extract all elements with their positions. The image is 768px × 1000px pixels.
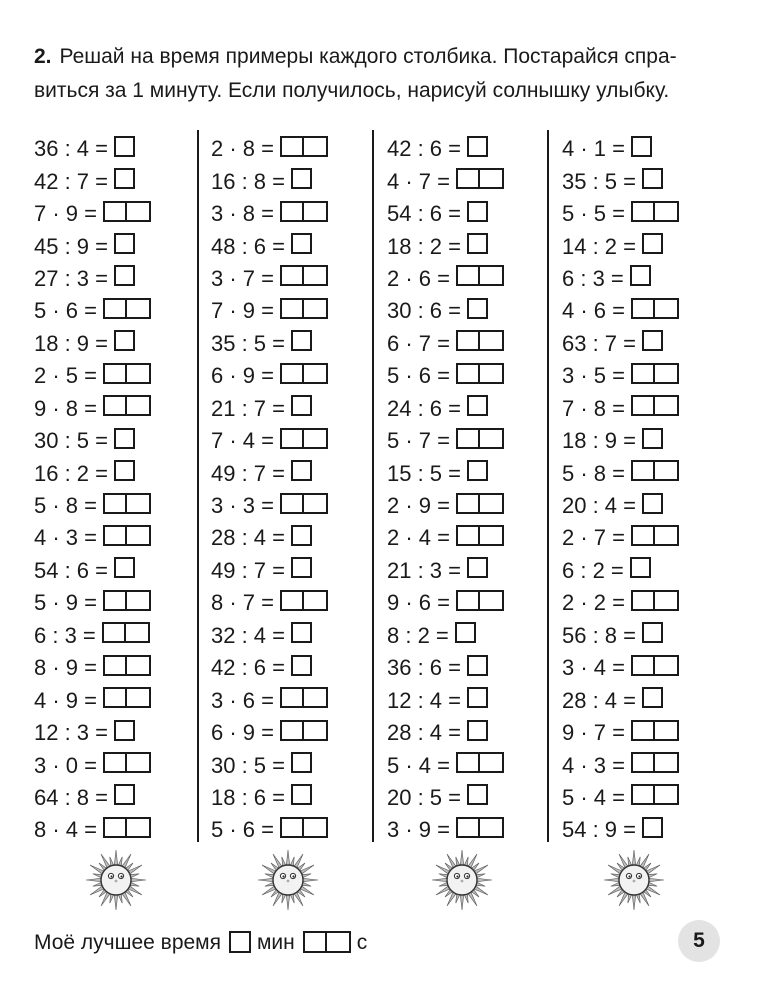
answer-box-one-digit[interactable]: [114, 330, 135, 351]
exercise-row: [34, 230, 151, 262]
minutes-answer-box[interactable]: [229, 931, 251, 953]
answer-box-two-digit[interactable]: [631, 720, 679, 741]
exercise-row: [562, 749, 679, 781]
exercise-column-4: [562, 133, 679, 847]
answer-box-one-digit[interactable]: [291, 460, 312, 481]
answer-box-two-digit[interactable]: [280, 298, 328, 319]
exercise-expression: 6 : 3 =: [562, 265, 624, 291]
exercise-expression: 5 · 8 =: [562, 460, 625, 486]
exercise-row: [387, 360, 504, 392]
exercise-expression: 4 · 6 =: [562, 298, 625, 324]
answer-box-two-digit[interactable]: [280, 363, 328, 384]
exercise-expression: 6 : 3 =: [34, 622, 96, 648]
answer-box-two-digit[interactable]: [103, 395, 151, 416]
exercise-expression: 35 : 5 =: [211, 330, 286, 356]
exercise-expression: 3 · 9 =: [387, 817, 450, 843]
seconds-answer-box[interactable]: [303, 931, 351, 953]
answer-box-one-digit[interactable]: [630, 557, 651, 578]
exercise-row: [562, 198, 679, 230]
answer-box-two-digit[interactable]: [280, 201, 328, 222]
exercise-expression: 42 : 6 =: [211, 655, 286, 681]
exercise-row: [562, 490, 679, 522]
exercise-expression: 16 : 2 =: [34, 460, 109, 486]
exercise-row: [387, 295, 504, 327]
exercise-row: [387, 652, 504, 684]
exercise-expression: 64 : 8 =: [34, 784, 109, 810]
exercise-row: [562, 133, 679, 165]
exercise-row: [387, 133, 504, 165]
exercise-row: [34, 165, 151, 197]
exercise-expression: 6 · 9 =: [211, 363, 274, 389]
answer-box-two-digit[interactable]: [103, 752, 151, 773]
exercise-row: [387, 230, 504, 262]
exercise-row: [211, 814, 328, 846]
exercise-expression: 3 · 3 =: [211, 493, 274, 519]
exercise-expression: 48 : 6 =: [211, 233, 286, 259]
exercise-row: [211, 490, 328, 522]
answer-box-one-digit[interactable]: [114, 136, 135, 157]
answer-box-two-digit[interactable]: [102, 622, 150, 643]
exercise-expression: 5 · 9 =: [34, 590, 97, 616]
answer-box-two-digit[interactable]: [631, 525, 679, 546]
answer-box-one-digit[interactable]: [642, 428, 663, 449]
answer-box-one-digit[interactable]: [291, 622, 312, 643]
exercise-expression: 7 · 9 =: [211, 298, 274, 324]
exercise-row: [34, 814, 151, 846]
answer-box-two-digit[interactable]: [280, 817, 328, 838]
exercise-expression: 6 · 7 =: [387, 330, 450, 356]
exercise-expression: 2 · 5 =: [34, 363, 97, 389]
exercise-row: [387, 555, 504, 587]
exercise-expression: 3 · 7 =: [211, 265, 274, 291]
exercise-row: [34, 555, 151, 587]
exercise-row: [34, 717, 151, 749]
exercise-row: [34, 457, 151, 489]
exercise-row: [211, 684, 328, 716]
exercise-row: [387, 782, 504, 814]
best-time-label: Моё лучшее время: [34, 931, 221, 954]
page-number: 5: [678, 920, 720, 962]
exercise-row: [34, 782, 151, 814]
answer-box-two-digit[interactable]: [631, 460, 679, 481]
exercise-expression: 18 : 9 =: [562, 428, 637, 454]
answer-box-two-digit[interactable]: [103, 655, 151, 676]
exercise-expression: 4 · 1 =: [562, 136, 625, 162]
answer-box-one-digit[interactable]: [291, 752, 312, 773]
exercise-row: [387, 814, 504, 846]
exercise-expression: 9 · 6 =: [387, 590, 450, 616]
exercise-expression: 8 · 4 =: [34, 817, 97, 843]
answer-box-one-digit[interactable]: [467, 298, 488, 319]
answer-box-one-digit[interactable]: [291, 233, 312, 254]
exercise-row: [34, 652, 151, 684]
exercise-row: [211, 198, 328, 230]
answer-box-two-digit[interactable]: [280, 687, 328, 708]
exercise-expression: 56 : 8 =: [562, 622, 637, 648]
exercise-expression: 54 : 9 =: [562, 817, 637, 843]
answer-box-one-digit[interactable]: [642, 622, 663, 643]
exercise-row: [211, 393, 328, 425]
column-divider: [547, 130, 549, 842]
answer-box-one-digit[interactable]: [114, 784, 135, 805]
answer-box-one-digit[interactable]: [631, 136, 652, 157]
answer-box-two-digit[interactable]: [631, 752, 679, 773]
exercise-expression: 28 : 4 =: [562, 687, 637, 713]
answer-box-one-digit[interactable]: [114, 428, 135, 449]
answer-box-two-digit[interactable]: [631, 363, 679, 384]
exercise-row: [387, 263, 504, 295]
answer-box-one-digit[interactable]: [291, 330, 312, 351]
answer-box-one-digit[interactable]: [114, 265, 135, 286]
answer-box-two-digit[interactable]: [103, 687, 151, 708]
exercise-row: [562, 360, 679, 392]
exercise-column-3: [387, 133, 504, 847]
exercise-expression: 4 · 3 =: [34, 525, 97, 551]
exercise-row: [211, 165, 328, 197]
exercise-expression: 5 · 6 =: [34, 298, 97, 324]
exercise-expression: 18 : 6 =: [211, 784, 286, 810]
answer-box-two-digit[interactable]: [631, 784, 679, 805]
exercise-row: [211, 717, 328, 749]
exercise-row: [387, 717, 504, 749]
task-number: 2.: [34, 45, 52, 68]
answer-box-two-digit[interactable]: [103, 817, 151, 838]
answer-box-one-digit[interactable]: [467, 557, 488, 578]
answer-box-one-digit[interactable]: [630, 265, 651, 286]
exercise-expression: 45 : 9 =: [34, 233, 109, 259]
exercise-expression: 5 · 7 =: [387, 428, 450, 454]
sun-with-face-icon[interactable]: [84, 848, 148, 912]
answer-box-one-digit[interactable]: [455, 622, 476, 643]
exercise-expression: 21 : 3 =: [387, 557, 462, 583]
answer-box-one-digit[interactable]: [642, 168, 663, 189]
exercise-row: [562, 782, 679, 814]
exercise-row: [562, 620, 679, 652]
exercise-expression: 8 : 2 =: [387, 622, 449, 648]
exercise-expression: 12 : 4 =: [387, 687, 462, 713]
answer-box-two-digit[interactable]: [456, 428, 504, 449]
exercise-row: [211, 555, 328, 587]
exercise-expression: 30 : 5 =: [211, 752, 286, 778]
answer-box-one-digit[interactable]: [291, 168, 312, 189]
exercise-row: [387, 328, 504, 360]
exercise-row: [387, 620, 504, 652]
exercise-row: [562, 393, 679, 425]
exercise-expression: 7 · 4 =: [211, 428, 274, 454]
exercise-expression: 7 · 9 =: [34, 201, 97, 227]
exercise-row: [387, 749, 504, 781]
exercise-expression: 5 · 6 =: [387, 363, 450, 389]
answer-box-one-digit[interactable]: [467, 395, 488, 416]
exercise-row: [387, 490, 504, 522]
exercise-row: [387, 684, 504, 716]
sun-with-face-icon[interactable]: [256, 848, 320, 912]
exercise-expression: 3 · 6 =: [211, 687, 274, 713]
exercise-expression: 20 : 4 =: [562, 493, 637, 519]
exercise-expression: 54 : 6 =: [34, 557, 109, 583]
exercise-expression: 63 : 7 =: [562, 330, 637, 356]
answer-box-two-digit[interactable]: [456, 817, 504, 838]
exercise-expression: 8 · 9 =: [34, 655, 97, 681]
exercise-expression: 3 · 0 =: [34, 752, 97, 778]
exercise-expression: 28 : 4 =: [387, 720, 462, 746]
exercise-expression: 30 : 5 =: [34, 428, 109, 454]
exercise-expression: 54 : 6 =: [387, 201, 462, 227]
exercise-row: [34, 263, 151, 295]
exercise-expression: 49 : 7 =: [211, 557, 286, 583]
exercise-expression: 4 · 7 =: [387, 168, 450, 194]
answer-box-one-digit[interactable]: [291, 395, 312, 416]
exercise-row: [562, 230, 679, 262]
exercise-row: [562, 522, 679, 554]
exercise-row: [211, 360, 328, 392]
answer-box-one-digit[interactable]: [467, 460, 488, 481]
exercise-row: [562, 652, 679, 684]
exercise-row: [34, 133, 151, 165]
exercise-row: [562, 684, 679, 716]
exercise-row: [387, 393, 504, 425]
answer-box-one-digit[interactable]: [467, 136, 488, 157]
answer-box-two-digit[interactable]: [103, 363, 151, 384]
answer-box-two-digit[interactable]: [456, 363, 504, 384]
exercise-row: [211, 522, 328, 554]
answer-box-two-digit[interactable]: [280, 136, 328, 157]
exercise-row: [387, 457, 504, 489]
answer-box-one-digit[interactable]: [467, 720, 488, 741]
exercise-row: [211, 425, 328, 457]
exercise-expression: 9 · 7 =: [562, 720, 625, 746]
exercise-expression: 9 · 8 =: [34, 395, 97, 421]
exercise-row: [211, 652, 328, 684]
exercise-expression: 5 · 6 =: [211, 817, 274, 843]
answer-box-one-digit[interactable]: [642, 233, 663, 254]
exercise-expression: 6 · 9 =: [211, 720, 274, 746]
exercise-expression: 4 · 3 =: [562, 752, 625, 778]
answer-box-two-digit[interactable]: [103, 201, 151, 222]
exercise-expression: 36 : 6 =: [387, 655, 462, 681]
answer-box-two-digit[interactable]: [631, 298, 679, 319]
exercise-expression: 42 : 6 =: [387, 136, 462, 162]
exercise-expression: 4 · 9 =: [34, 687, 97, 713]
exercise-row: [34, 749, 151, 781]
exercise-expression: 12 : 3 =: [34, 720, 109, 746]
answer-box-one-digit[interactable]: [642, 330, 663, 351]
task-text-line2: виться за 1 минуту. Если получилось, нарисуй солнышку улыбку.: [34, 79, 670, 102]
exercise-expression: 3 · 5 =: [562, 363, 625, 389]
exercise-expression: 49 : 7 =: [211, 460, 286, 486]
exercise-row: [211, 457, 328, 489]
exercise-expression: 18 : 9 =: [34, 330, 109, 356]
exercise-expression: 36 : 4 =: [34, 136, 109, 162]
exercise-row: [562, 425, 679, 457]
exercise-row: [34, 620, 151, 652]
answer-box-two-digit[interactable]: [280, 265, 328, 286]
minutes-label: мин: [256, 931, 295, 954]
exercise-row: [211, 133, 328, 165]
exercise-expression: 7 · 8 =: [562, 395, 625, 421]
exercise-expression: 5 · 5 =: [562, 201, 625, 227]
answer-box-one-digit[interactable]: [642, 687, 663, 708]
exercise-expression: 27 : 3 =: [34, 265, 109, 291]
answer-box-two-digit[interactable]: [631, 395, 679, 416]
task-text-line1: Решай на время примеры каждого столбика. Постарайся спра-: [59, 45, 677, 68]
column-divider: [197, 130, 199, 842]
answer-box-two-digit[interactable]: [280, 590, 328, 611]
answer-box-two-digit[interactable]: [280, 493, 328, 514]
exercise-row: [211, 295, 328, 327]
exercise-row: [34, 198, 151, 230]
exercise-row: [211, 263, 328, 295]
exercise-row: [211, 587, 328, 619]
exercise-expression: 2 · 4 =: [387, 525, 450, 551]
exercise-expression: 2 · 9 =: [387, 493, 450, 519]
exercise-row: [562, 328, 679, 360]
exercise-expression: 20 : 5 =: [387, 784, 462, 810]
exercise-expression: 5 · 4 =: [562, 784, 625, 810]
exercise-expression: 2 · 8 =: [211, 136, 274, 162]
answer-box-two-digit[interactable]: [456, 330, 504, 351]
answer-box-one-digit[interactable]: [642, 817, 663, 838]
exercise-expression: 15 : 5 =: [387, 460, 462, 486]
answer-box-one-digit[interactable]: [467, 687, 488, 708]
exercise-expression: 5 · 8 =: [34, 493, 97, 519]
exercise-column-1: [34, 133, 151, 847]
answer-box-two-digit[interactable]: [456, 493, 504, 514]
column-divider: [372, 130, 374, 842]
answer-box-one-digit[interactable]: [291, 557, 312, 578]
answer-box-one-digit[interactable]: [467, 655, 488, 676]
answer-box-one-digit[interactable]: [114, 168, 135, 189]
exercise-row: [387, 587, 504, 619]
exercise-row: [34, 684, 151, 716]
answer-box-two-digit[interactable]: [103, 298, 151, 319]
answer-box-one-digit[interactable]: [467, 201, 488, 222]
exercise-row: [562, 555, 679, 587]
exercise-row: [562, 263, 679, 295]
answer-box-two-digit[interactable]: [456, 752, 504, 773]
seconds-label: с: [356, 931, 368, 954]
exercise-row: [34, 393, 151, 425]
exercise-expression: 3 · 8 =: [211, 201, 274, 227]
exercise-row: [34, 328, 151, 360]
answer-box-two-digit[interactable]: [631, 590, 679, 611]
exercise-expression: 5 · 4 =: [387, 752, 450, 778]
exercise-expression: 21 : 7 =: [211, 395, 286, 421]
exercise-row: [34, 587, 151, 619]
exercise-row: [34, 425, 151, 457]
exercise-row: [34, 522, 151, 554]
exercise-expression: 30 : 6 =: [387, 298, 462, 324]
answer-box-one-digit[interactable]: [114, 557, 135, 578]
answer-box-one-digit[interactable]: [291, 525, 312, 546]
answer-box-one-digit[interactable]: [291, 655, 312, 676]
exercise-expression: 24 : 6 =: [387, 395, 462, 421]
answer-box-one-digit[interactable]: [467, 784, 488, 805]
exercise-row: [34, 490, 151, 522]
exercise-row: [387, 425, 504, 457]
sun-with-face-icon[interactable]: [430, 848, 494, 912]
answer-box-two-digit[interactable]: [103, 493, 151, 514]
exercise-row: [387, 165, 504, 197]
answer-box-one-digit[interactable]: [642, 493, 663, 514]
answer-box-two-digit[interactable]: [631, 655, 679, 676]
exercise-row: [211, 230, 328, 262]
exercise-expression: 2 · 6 =: [387, 265, 450, 291]
exercise-row: [211, 782, 328, 814]
answer-box-one-digit[interactable]: [291, 784, 312, 805]
exercise-row: [562, 295, 679, 327]
exercise-expression: 8 · 7 =: [211, 590, 274, 616]
answer-box-two-digit[interactable]: [280, 428, 328, 449]
answer-box-one-digit[interactable]: [114, 233, 135, 254]
exercise-column-2: [211, 133, 328, 847]
exercise-expression: 2 · 7 =: [562, 525, 625, 551]
answer-box-two-digit[interactable]: [103, 590, 151, 611]
exercise-row: [34, 295, 151, 327]
answer-box-one-digit[interactable]: [114, 460, 135, 481]
exercise-row: [34, 360, 151, 392]
exercise-row: [211, 620, 328, 652]
answer-box-two-digit[interactable]: [456, 590, 504, 611]
exercise-row: [562, 814, 679, 846]
answer-box-two-digit[interactable]: [456, 265, 504, 286]
exercise-expression: 2 · 2 =: [562, 590, 625, 616]
exercise-expression: 18 : 2 =: [387, 233, 462, 259]
answer-box-one-digit[interactable]: [114, 720, 135, 741]
exercise-row: [211, 749, 328, 781]
answer-box-two-digit[interactable]: [103, 525, 151, 546]
exercise-expression: 14 : 2 =: [562, 233, 637, 259]
answer-box-two-digit[interactable]: [280, 720, 328, 741]
exercise-row: [211, 328, 328, 360]
exercise-row: [562, 717, 679, 749]
sun-with-face-icon[interactable]: [602, 848, 666, 912]
exercise-expression: 35 : 5 =: [562, 168, 637, 194]
exercise-row: [562, 165, 679, 197]
answer-box-two-digit[interactable]: [456, 168, 504, 189]
exercise-expression: 42 : 7 =: [34, 168, 109, 194]
exercise-expression: 32 : 4 =: [211, 622, 286, 648]
exercise-expression: 3 · 4 =: [562, 655, 625, 681]
answer-box-two-digit[interactable]: [456, 525, 504, 546]
exercise-expression: 16 : 8 =: [211, 168, 286, 194]
exercise-row: [562, 587, 679, 619]
answer-box-two-digit[interactable]: [631, 201, 679, 222]
answer-box-one-digit[interactable]: [467, 233, 488, 254]
exercise-expression: 28 : 4 =: [211, 525, 286, 551]
exercise-row: [387, 522, 504, 554]
exercise-row: [387, 198, 504, 230]
best-time-row: [34, 928, 367, 958]
exercise-row: [562, 457, 679, 489]
exercise-expression: 6 : 2 =: [562, 557, 624, 583]
